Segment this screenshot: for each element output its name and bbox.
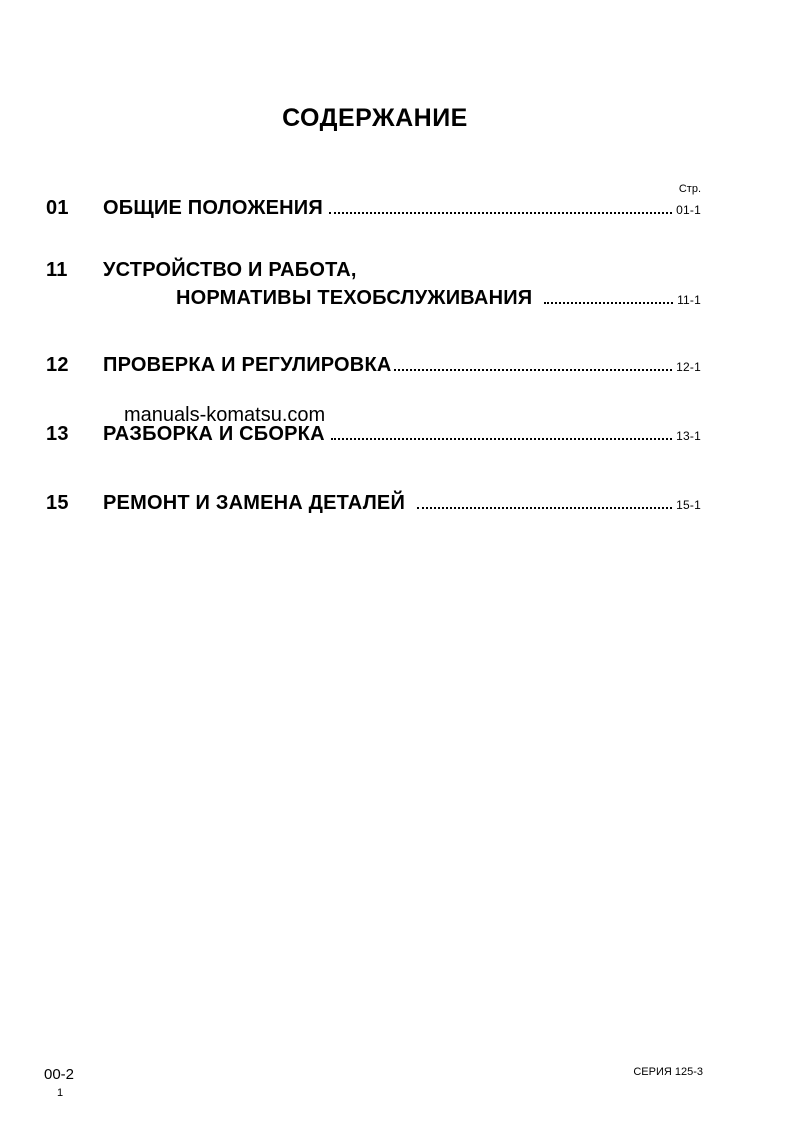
toc-entry-number: 15 [46,492,69,514]
toc-entry-11-line2[interactable] [46,284,701,312]
footer-series: СЕРИЯ 125-3 [633,1066,703,1078]
toc-entry-title: РЕМОНТ И ЗАМЕНА ДЕТАЛЕЙ [103,492,406,514]
footer-page-number: 00-2 [44,1066,75,1083]
page-column-header: Стр. [678,183,701,195]
toc-entry-page: 12-1 [676,360,701,374]
dot-leader [544,302,673,304]
toc-entry-title: УСТРОЙСТВО И РАБОТА, [103,259,357,281]
toc-entry-title: РАЗБОРКА И СБОРКА [103,423,325,445]
toc-entry-11-line1[interactable] [46,256,701,284]
footer-revision: 1 [57,1087,64,1099]
dot-leader [329,212,672,214]
toc-entry-number: 12 [46,354,69,376]
toc-entry-page: 15-1 [676,498,701,512]
dot-leader [417,507,672,509]
toc-entry-01[interactable] [46,194,701,222]
toc-entry-15[interactable] [46,489,701,517]
toc-entry-title: ПРОВЕРКА И РЕГУЛИРОВКА [103,354,392,376]
watermark: manuals-komatsu.com [124,404,326,426]
toc-entry-title-continued: НОРМАТИВЫ ТЕХОБСЛУЖИВАНИЯ [176,287,533,309]
toc-entry-number: 11 [46,259,68,281]
toc-entry-page: 01-1 [676,203,701,217]
page-title: СОДЕРЖАНИЕ [282,104,468,132]
dot-leader [331,438,672,440]
dot-leader [394,369,673,371]
toc-entry-page: 11-1 [677,293,701,307]
toc-entry-number: 13 [46,423,69,445]
toc-entry-12[interactable] [46,351,701,379]
toc-entry-title: ОБЩИЕ ПОЛОЖЕНИЯ [103,197,323,219]
toc-entry-page: 13-1 [676,429,701,443]
toc-entry-number: 01 [46,197,69,219]
